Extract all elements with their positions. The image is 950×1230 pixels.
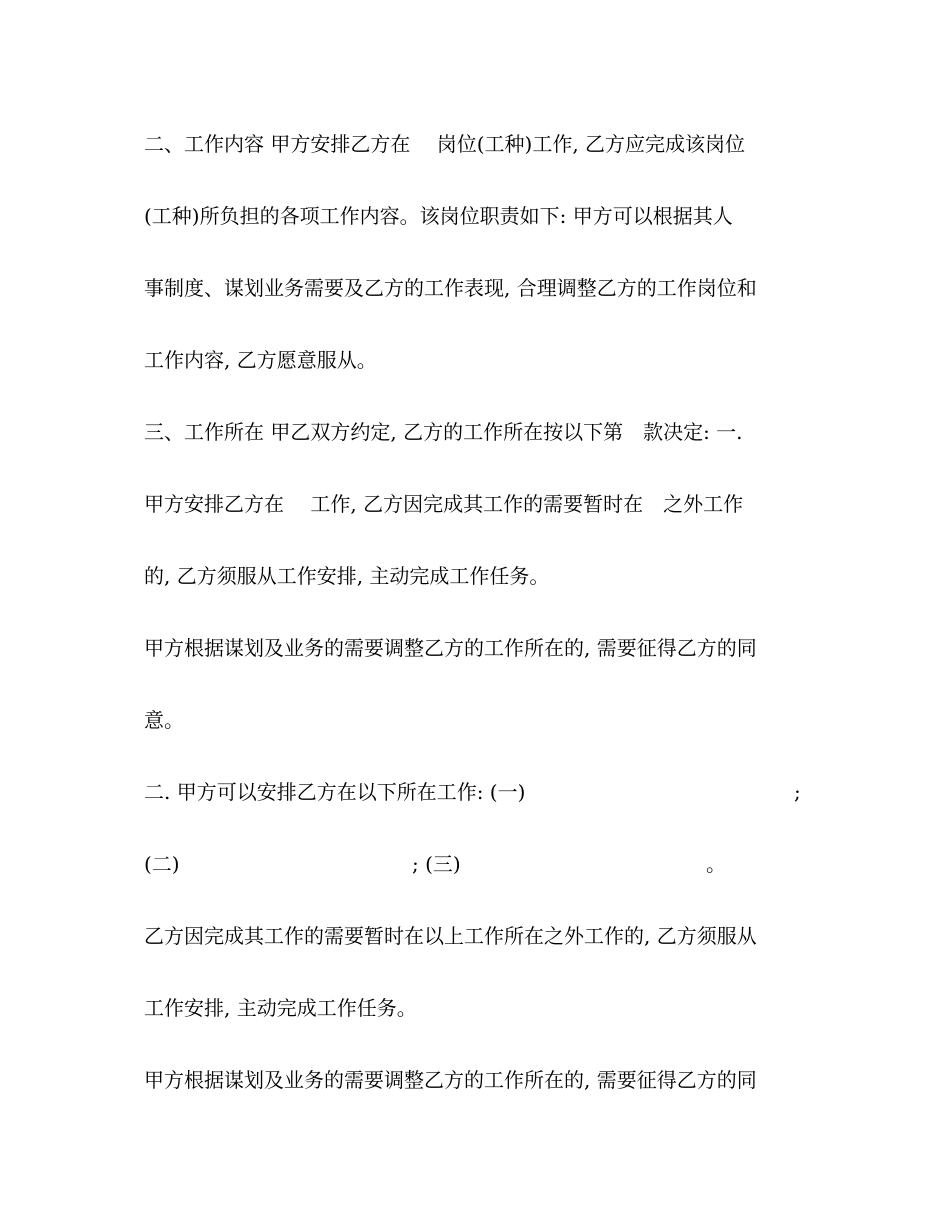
paragraph-line: 甲方根据谋划及业务的需要调整乙方的工作所在的, 需要征得乙方的同 <box>144 636 757 660</box>
paragraph-line: 工作安排, 主动完成工作任务。 <box>144 996 417 1020</box>
paragraph-line: 的, 乙方须服从工作安排, 主动完成工作任务。 <box>144 564 550 588</box>
line-segment: ; (三) <box>412 852 461 876</box>
line-segment: ; <box>794 780 801 804</box>
paragraph-line-with-blanks <box>144 850 814 878</box>
paragraph-line-with-blanks <box>144 778 814 806</box>
paragraph-line: 甲方安排乙方在 工作, 乙方因完成其工作的需要暂时在 之外工作 <box>144 492 744 516</box>
paragraph-line: (工种)所负担的各项工作内容。该岗位职责如下: 甲方可以根据其人 <box>144 204 733 228</box>
paragraph-line: 三、工作所在 甲乙双方约定, 乙方的工作所在按以下第 款决定: 一. <box>144 420 743 444</box>
paragraph-line: 事制度、谋划业务需要及乙方的工作表现, 合理调整乙方的工作岗位和 <box>144 276 757 300</box>
paragraph-line: 乙方因完成其工作的需要暂时在以上工作所在之外工作的, 乙方须服从 <box>144 924 757 948</box>
paragraph-line: 甲方根据谋划及业务的需要调整乙方的工作所在的, 需要征得乙方的同 <box>144 1068 757 1092</box>
paragraph-line: 二、工作内容 甲方安排乙方在 岗位(工种)工作, 乙方应完成该岗位 <box>144 132 746 156</box>
paragraph-line: 意。 <box>144 708 184 732</box>
line-segment: 二. 甲方可以安排乙方在以下所在工作: (一) <box>144 780 526 804</box>
line-segment: (二) <box>144 852 180 876</box>
line-segment: 。 <box>706 852 726 876</box>
paragraph-line: 工作内容, 乙方愿意服从。 <box>144 348 377 372</box>
